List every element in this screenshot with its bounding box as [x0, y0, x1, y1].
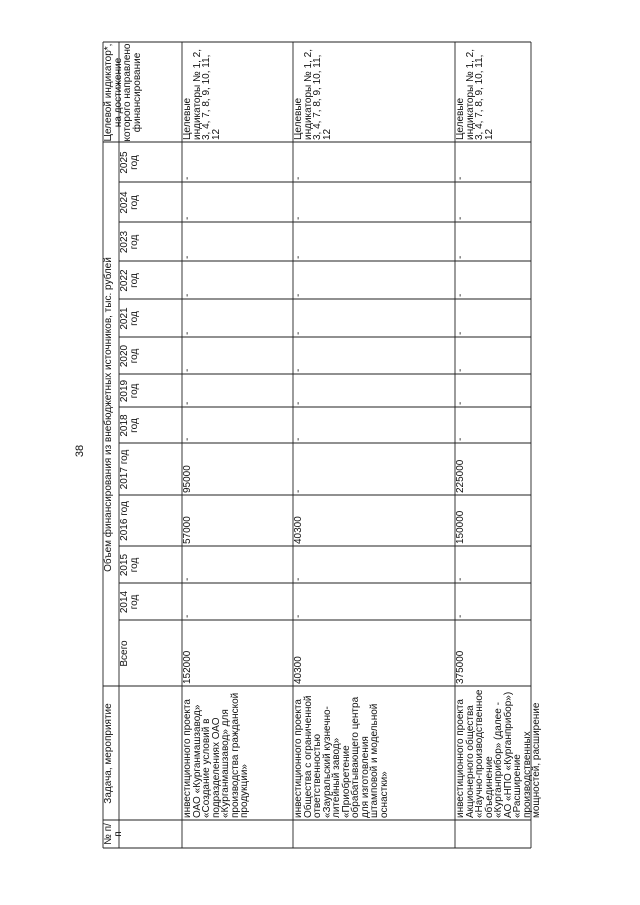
row-0-year-3: [183, 444, 292, 495]
row-1-target-text: Целевые индикаторы № 1, 2, 3, 4, 7, 8, 9, 10, 11, 12: [293, 49, 333, 140]
row-0-year-5-text: -: [182, 401, 193, 405]
row-2-year-4-text: -: [455, 437, 466, 441]
row-2-task: [455, 687, 542, 820]
row-2-year-2: [456, 496, 530, 546]
page-number: 38: [74, 444, 86, 458]
row-1-year-5: [294, 375, 454, 407]
row-2-num-text: [456, 821, 530, 847]
header-total-cell: [120, 621, 182, 686]
row-0-year-11-text: -: [182, 176, 193, 180]
row-0-year-9-text: -: [182, 255, 193, 259]
header-year-2020: 2020 год: [119, 344, 140, 368]
header-year-2015: 2015 год: [119, 553, 140, 577]
header-year-2023: 2023 год: [119, 230, 140, 254]
row-2-year-8: [456, 262, 530, 299]
row-0-year-1-text: -: [182, 577, 193, 581]
row-2-year-1-text: -: [455, 577, 466, 581]
header-year-2019: 2019 год: [119, 379, 140, 403]
row-0-target: [183, 43, 292, 142]
row-0-year-9: [183, 223, 292, 261]
row-1-year-10-text: -: [293, 216, 304, 220]
row-1-year-7: [294, 300, 454, 337]
header-year-2024: 2024 год: [119, 191, 140, 214]
header-num-cell: [103, 821, 124, 847]
header-funding-cell: [104, 143, 118, 686]
row-1-year-9: [294, 223, 454, 261]
row-0-year-4: [183, 408, 292, 443]
row-0-year-5: [183, 375, 292, 407]
row-2-year-11-text: -: [455, 176, 466, 180]
row-1-year-7-text: -: [293, 331, 304, 335]
row-1-num: [294, 821, 454, 847]
header-funding-title: Объем финансирования из внебюджетных источников, тыс. рублей: [103, 257, 114, 572]
row-1-year-11: [294, 143, 454, 182]
row-0-year-0: [183, 584, 292, 620]
row-2-total-text: 375000: [455, 650, 466, 684]
row-1-task-text: инвестиционного проекта Общества с ограниченной ответственностью «Зауральский кузнечно-литейный завод» «Приобретение обрабатывающего центра для изготовления штамповой и модельной оснастки»: [293, 695, 390, 818]
row-2-year-10: [456, 183, 530, 222]
row-1-target: [294, 43, 454, 142]
row-2-year-3: [456, 444, 530, 495]
row-2-year-11: [456, 143, 530, 182]
header-target: Целевой индикатор*, на достижение которого направлено финансирование: [103, 43, 143, 142]
row-0-year-8: [183, 262, 292, 299]
row-0-year-10: [183, 183, 292, 222]
row-2-year-6: [456, 338, 530, 374]
row-0-year-11: [183, 143, 292, 182]
row-0-year-7: [183, 300, 292, 337]
row-2-year-5: [456, 375, 530, 407]
row-0-total: [183, 621, 292, 686]
row-1-year-4: [294, 408, 454, 443]
row-2-year-1: [456, 547, 530, 583]
row-0-task: [183, 687, 292, 820]
row-1-year-1: [294, 547, 454, 583]
row-1-year-3: [294, 444, 454, 495]
row-2-year-0: [456, 584, 530, 620]
row-0-year-6: [183, 338, 292, 374]
row-1-year-0-text: -: [293, 614, 304, 618]
row-1-year-0: [294, 584, 454, 620]
row-2-year-5-text: -: [455, 401, 466, 405]
row-0-year-3-text: 95000: [182, 465, 193, 493]
row-0-total-text: 152000: [182, 650, 193, 684]
row-2-year-4: [456, 408, 530, 443]
row-0-year-0-text: -: [182, 614, 193, 618]
header-year-2018: 2018 год: [119, 414, 140, 437]
row-2-year-3-text: 225000: [455, 459, 466, 493]
header-year-2017: 2017 год: [119, 449, 130, 490]
row-1-year-6-text: -: [293, 368, 304, 372]
header-year-2014: 2014 год: [119, 590, 140, 614]
row-0-year-6-text: -: [182, 368, 193, 372]
row-0-year-7-text: -: [182, 331, 193, 335]
row-0-num-text: [183, 821, 292, 847]
row-2-year-10-text: -: [455, 216, 466, 220]
header-year-2022: 2022 год: [119, 269, 140, 292]
row-0-target-text: Целевые индикаторы № 1, 2, 3, 4, 7, 8, 9, 10, 11, 12: [182, 49, 222, 140]
row-1-year-3-text: -: [293, 489, 304, 493]
row-1-year-8-text: -: [293, 293, 304, 297]
row-0-year-2-text: 57000: [182, 516, 193, 544]
row-2-year-9: [456, 223, 530, 261]
row-2-year-6-text: -: [455, 368, 466, 372]
row-0-year-4-text: -: [182, 437, 193, 441]
header-num: № п/п: [103, 823, 124, 845]
row-2-target-text: Целевые индикаторы № 1, 2, 3, 4, 7, 8, 9, 10, 11, 12: [455, 49, 495, 140]
header-task-cell: [104, 687, 182, 820]
row-0-year-1: [183, 547, 292, 583]
row-1-year-11-text: -: [293, 176, 304, 180]
row-2-year-7-text: -: [455, 331, 466, 335]
row-2-target: [456, 43, 530, 142]
row-2-year-8-text: -: [455, 293, 466, 297]
header-year-2016: 2016 год: [119, 501, 130, 541]
row-2-task-text: инвестиционного проекта Акционерного общества «Научно-производственное объединение «Курганприбор» (далее - АО «НПО «Курганприбор») «Расширение производственных мощностей, расширение: [455, 689, 542, 818]
header-year-2021: 2021 год: [119, 307, 140, 330]
header-year-2025: 2025 год: [119, 151, 140, 174]
row-1-year-1-text: -: [293, 577, 304, 581]
row-1-year-4-text: -: [293, 437, 304, 441]
row-0-year-8-text: -: [182, 293, 193, 297]
header-total: Всего: [119, 640, 130, 667]
row-1-num-text: [294, 821, 454, 847]
row-1-year-9-text: -: [293, 255, 304, 259]
row-2-year-2-text: 150000: [455, 510, 466, 544]
row-1-year-5-text: -: [293, 401, 304, 405]
row-1-year-2: [294, 496, 454, 546]
header-target-cell: [104, 43, 182, 142]
header-task: Задача, мероприятие: [103, 703, 114, 804]
row-1-task: [294, 687, 454, 820]
row-1-year-2-text: 40300: [293, 516, 304, 544]
row-1-total-text: 40300: [293, 656, 304, 684]
row-2-total: [456, 621, 530, 686]
row-2-year-9-text: -: [455, 255, 466, 259]
row-1-year-6: [294, 338, 454, 374]
row-1-total: [294, 621, 454, 686]
row-1-year-8: [294, 262, 454, 299]
row-0-num: [183, 821, 292, 847]
row-0-task-text: инвестиционного проекта ОАО «Курганмашзавод» «Создание условий в подразделениях ОАО «Курганмашзавод» для производства гражданской продукции»: [182, 692, 250, 818]
row-2-num: [456, 821, 530, 847]
row-0-year-10-text: -: [182, 216, 193, 220]
row-2-year-0-text: -: [455, 614, 466, 618]
row-0-year-2: [183, 496, 292, 546]
row-1-year-10: [294, 183, 454, 222]
row-2-year-7: [456, 300, 530, 337]
